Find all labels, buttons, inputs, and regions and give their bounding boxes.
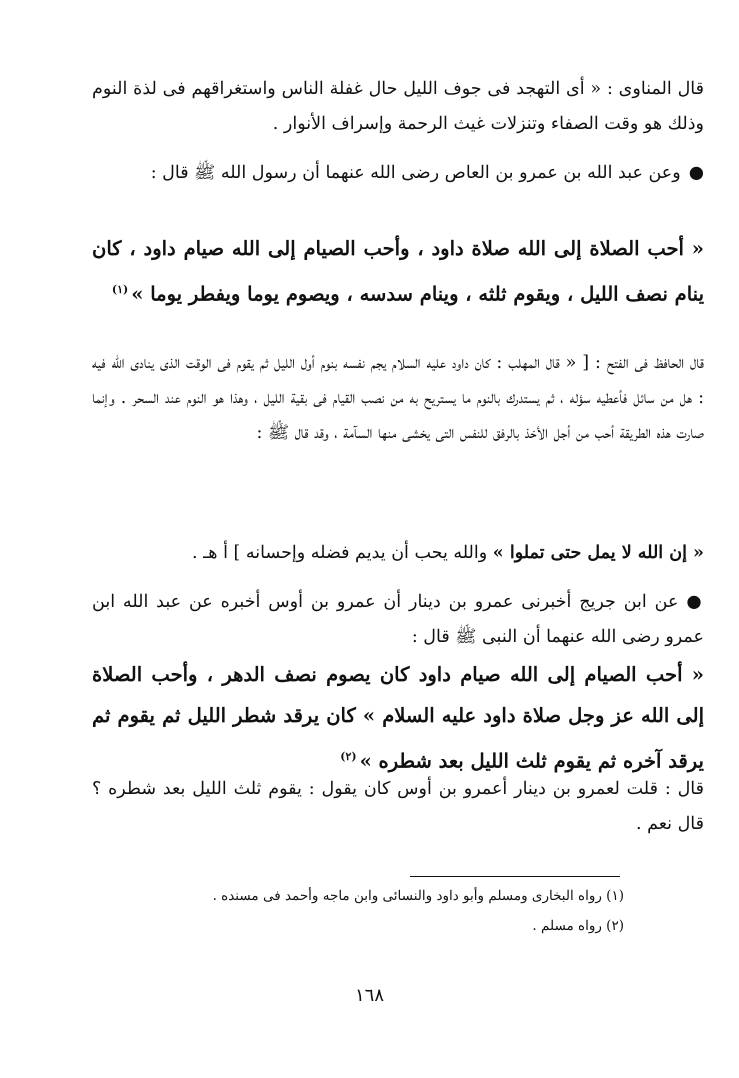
page-number: ١٦٨ [354,985,384,1006]
footnote-1-text: (١) رواه البخارى ومسلم وأبو داود والنسائى وابن ماجه وأحمد فى مسنده . [212,888,624,904]
footnote-2 [150,912,624,940]
footnote-1 [150,882,624,910]
paragraph-fath-text: قال الحافظ فى الفتح : [ « قال المهلب : كان داود عليه السلام يجم نفسه بنوم أول الليل ثم يقوم فى الوقت الذى ينادى الله فيه : هل من سائل فأعطيه سؤله ، ثم يستدرك بالنوم ما يستريح به من نصب القيام فى بقية الليل ، وهذا هو النوم عند السحر . وإنما صارت هذه الطريقة أحب من أجل الأخذ بالرفق للنفس التى يخشى منها السآمة ، وقد قال ﷺ : [92,353,704,443]
paragraph-munawi [92,72,704,142]
hadith-2-text: « أحب الصيام إلى الله صيام داود كان يصوم نصف الدهر ، وأحب الصلاة إلى الله عز وجل صلاة داود عليه السلام » كان يرقد شطر الليل ثم يقوم ثم يرقد آخره ثم يقوم ثلث الليل بعد شطره » [92,663,704,773]
paragraph-hadith-quote [92,536,704,571]
hadith-quote-bold: « إن الله لا يمل حتى تملوا » [492,543,704,563]
paragraph-munawi-text: قال المناوى : « أى التهجد فى جوف الليل حال غفلة الناس واستغراقهم فى لذة النوم وذلك هو وقت الصفاء وتنزلات غيث الرحمة وإسراف الأنوار . [92,79,704,134]
footnote-2-text: (٢) رواه مسلم . [532,918,624,934]
paragraph-fath [92,346,704,451]
paragraph-narration-1-text: وعن عبد الله بن عمرو بن العاص رضى الله عنهما أن رسول الله ﷺ قال : [150,163,681,183]
hadith-1-text: « أحب الصلاة إلى الله صلاة داود ، وأحب الصيام إلى الله صيام داود ، كان ينام نصف الليل ، ويقوم ثلثه ، وينام سدسه ، ويصوم يوما ويفطر يوما » [92,237,704,306]
footnote-ref-1: (١) [111,283,129,296]
hadith-1 [92,228,704,315]
bullet-icon: ● [686,592,704,612]
bullet-icon: ● [688,163,704,183]
paragraph-question-text: قال : قلت لعمرو بن دينار أعمرو بن أوس كان يقول : يقوم ثلث الليل بعد شطره ؟ قال نعم . [92,779,704,834]
paragraph-narration-1 [92,156,704,191]
paragraph-question [92,772,704,842]
footnote-ref-2: (٢) [340,750,357,763]
footnote-divider [410,876,620,877]
paragraph-narration-2-text: عن ابن جريج أخبرنى عمرو بن دينار أن عمرو بن أوس أخبره عن عبد الله ابن عمرو رضى الله عنهما أن النبى ﷺ قال : [92,592,704,647]
hadith-quote-rest: والله يحب أن يديم فضله وإحسانه ] أ هـ . [192,543,488,563]
paragraph-narration-2 [92,585,704,655]
hadith-2 [92,654,704,782]
